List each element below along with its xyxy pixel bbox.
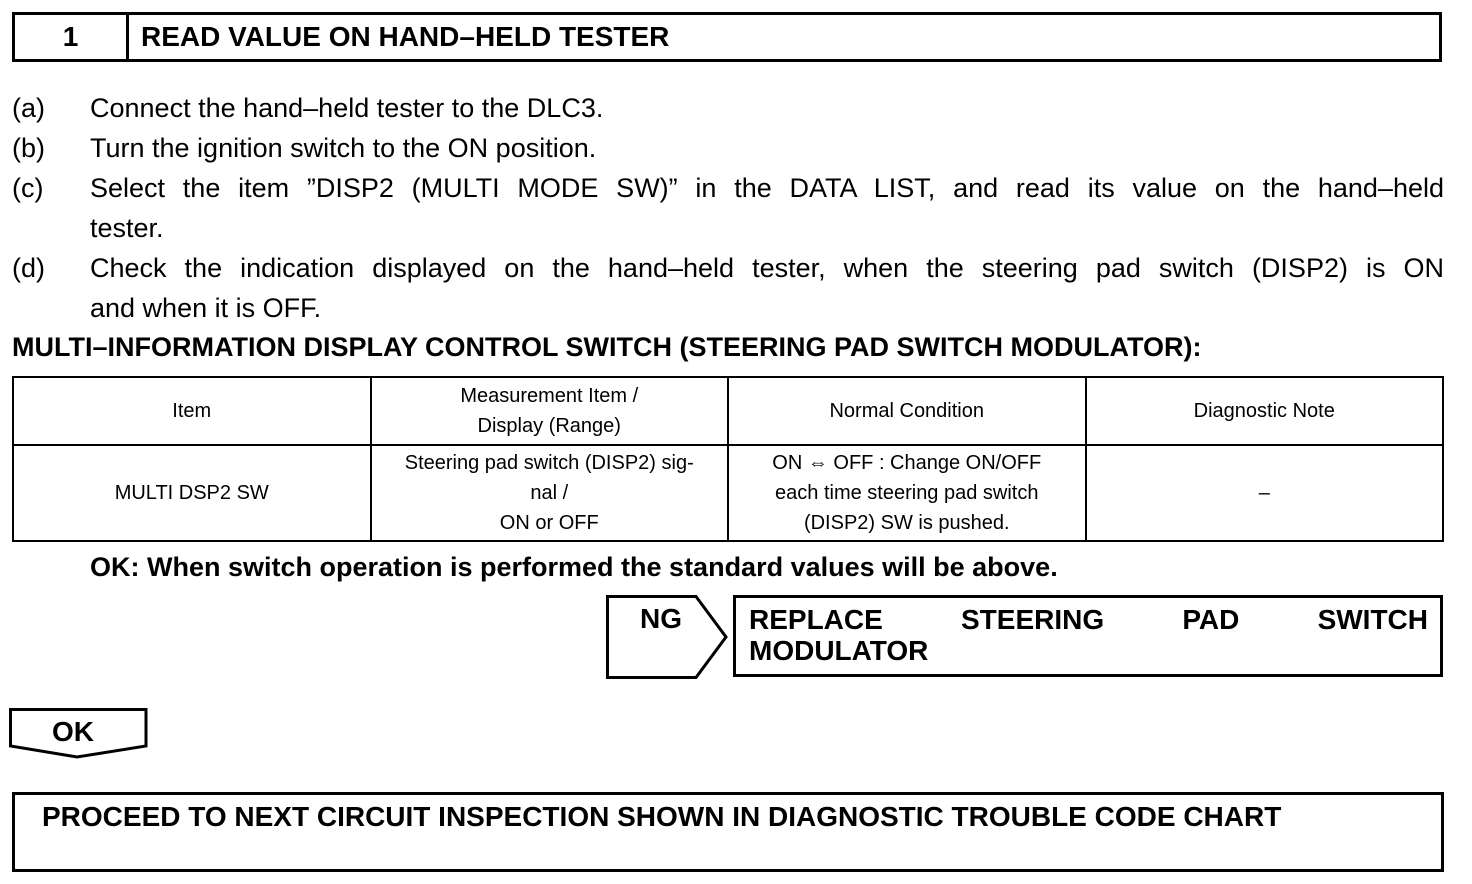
instruction-a [12, 88, 1444, 128]
ng-action-box [733, 595, 1443, 677]
instruction-text-line1: Check the indication displayed on the hand–held tester, when the steering pad switch (DISP2) is ON [90, 253, 1444, 283]
header-cell-item: Item [13, 377, 371, 445]
instruction-text-line2: and when it is OFF. [90, 293, 322, 323]
table-header-row [13, 377, 1443, 445]
cell-item: MULTI DSP2 SW [13, 445, 371, 541]
table-row [13, 445, 1443, 541]
instruction-c [12, 168, 1444, 248]
instruction-label: (d) [12, 253, 45, 283]
header-cell-diagnostic-note: Diagnostic Note [1086, 377, 1444, 445]
instruction-text: Turn the ignition switch to the ON position. [90, 133, 597, 163]
instruction-label: (c) [12, 173, 44, 203]
instruction-label: (b) [12, 133, 45, 163]
section-heading: MULTI–INFORMATION DISPLAY CONTROL SWITCH (STEERING PAD SWITCH MODULATOR): [12, 332, 1202, 362]
cell-normal-condition: ON ⇔ OFF : Change ON/OFF each time steering pad switch (DISP2) SW is pushed. [728, 445, 1086, 541]
ok-label: OK [52, 716, 94, 747]
ng-action-line2: MODULATOR [749, 635, 929, 666]
instruction-text: Connect the hand–held tester to the DLC3. [90, 93, 604, 123]
instruction-label: (a) [12, 93, 45, 123]
instruction-text-line1: Select the item ”DISP2 (MULTI MODE SW)” in the DATA LIST, and read its value on the hand–held [90, 173, 1444, 203]
instruction-d [12, 248, 1444, 328]
header-cell-measurement: Measurement Item / Display (Range) [371, 377, 729, 445]
final-action-box [12, 792, 1444, 872]
step-title: READ VALUE ON HAND–HELD TESTER [141, 21, 670, 52]
instruction-text-line2: tester. [90, 213, 164, 243]
ng-action-line1: REPLACE STEERING PAD SWITCH [749, 604, 1428, 635]
ng-label: NG [640, 603, 682, 634]
instruction-b [12, 128, 1444, 168]
cell-diagnostic-note: – [1086, 445, 1444, 541]
cell-measurement: Steering pad switch (DISP2) sig- nal / ON or OFF [371, 445, 729, 541]
data-list-table [12, 376, 1444, 542]
ok-statement: OK: When switch operation is performed the standard values will be above. [90, 552, 1058, 582]
final-action-text: PROCEED TO NEXT CIRCUIT INSPECTION SHOWN IN DIAGNOSTIC TROUBLE CODE CHART [42, 801, 1282, 832]
step-header [12, 12, 1442, 62]
header-cell-normal-condition: Normal Condition [728, 377, 1086, 445]
step-number: 1 [15, 15, 129, 59]
